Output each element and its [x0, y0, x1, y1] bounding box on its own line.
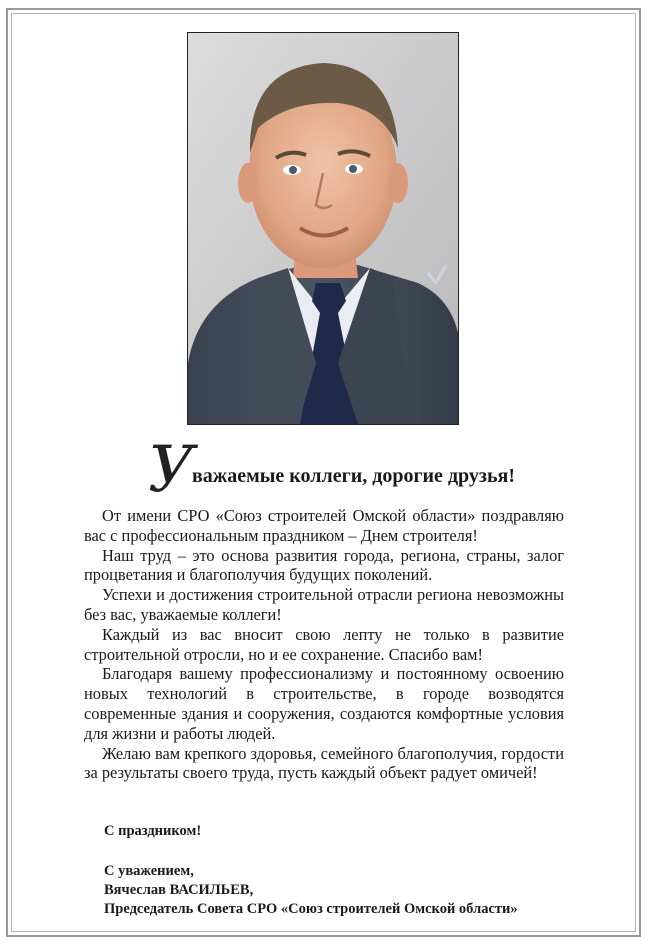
signatory-position: Председатель Совета СРО «Союз строителей Омской области» [104, 901, 518, 917]
paragraph: Желаю вам крепкого здоровья, семейного благополучия, гордости за результаты своего труда, пусть каждый объект радует омичей! [84, 743, 564, 783]
paragraph: Успехи и достижения строительной отрасли региона невозможны без вас, уважаемые коллеги! [84, 585, 564, 624]
regards-line: С уважением, [104, 863, 194, 879]
greeting-initial: У [148, 433, 195, 507]
paragraph: Наш труд – это основа развития города, региона, страны, залог процветания и благополучия будущих поколений. [84, 545, 564, 585]
paragraph: Каждый из вас вносит свою лепту не только в развитие строительной отросли, но и ее сохранение. Спасибо вам! [84, 624, 564, 664]
portrait-photo [187, 32, 459, 425]
greeting-heading [148, 433, 548, 507]
paragraph: От имени СРО «Союз строителей Омской области» поздравляю вас с профессиональным праздником – Днем строителя! [84, 506, 564, 545]
signatory-name: Вячеслав ВАСИЛЬЕВ, [104, 882, 254, 898]
paragraph: Благодаря вашему профессионализму и постоянному освоению новых технологий в строительстве, в городе возводятся современные здания и сооружения, создаются комфортные условия для жизни и работы людей. [84, 664, 564, 743]
letter-body [84, 506, 564, 783]
holiday-wish: С праздником! [104, 823, 202, 839]
greeting-text: важаемые коллеги, дорогие друзья! [192, 465, 516, 487]
